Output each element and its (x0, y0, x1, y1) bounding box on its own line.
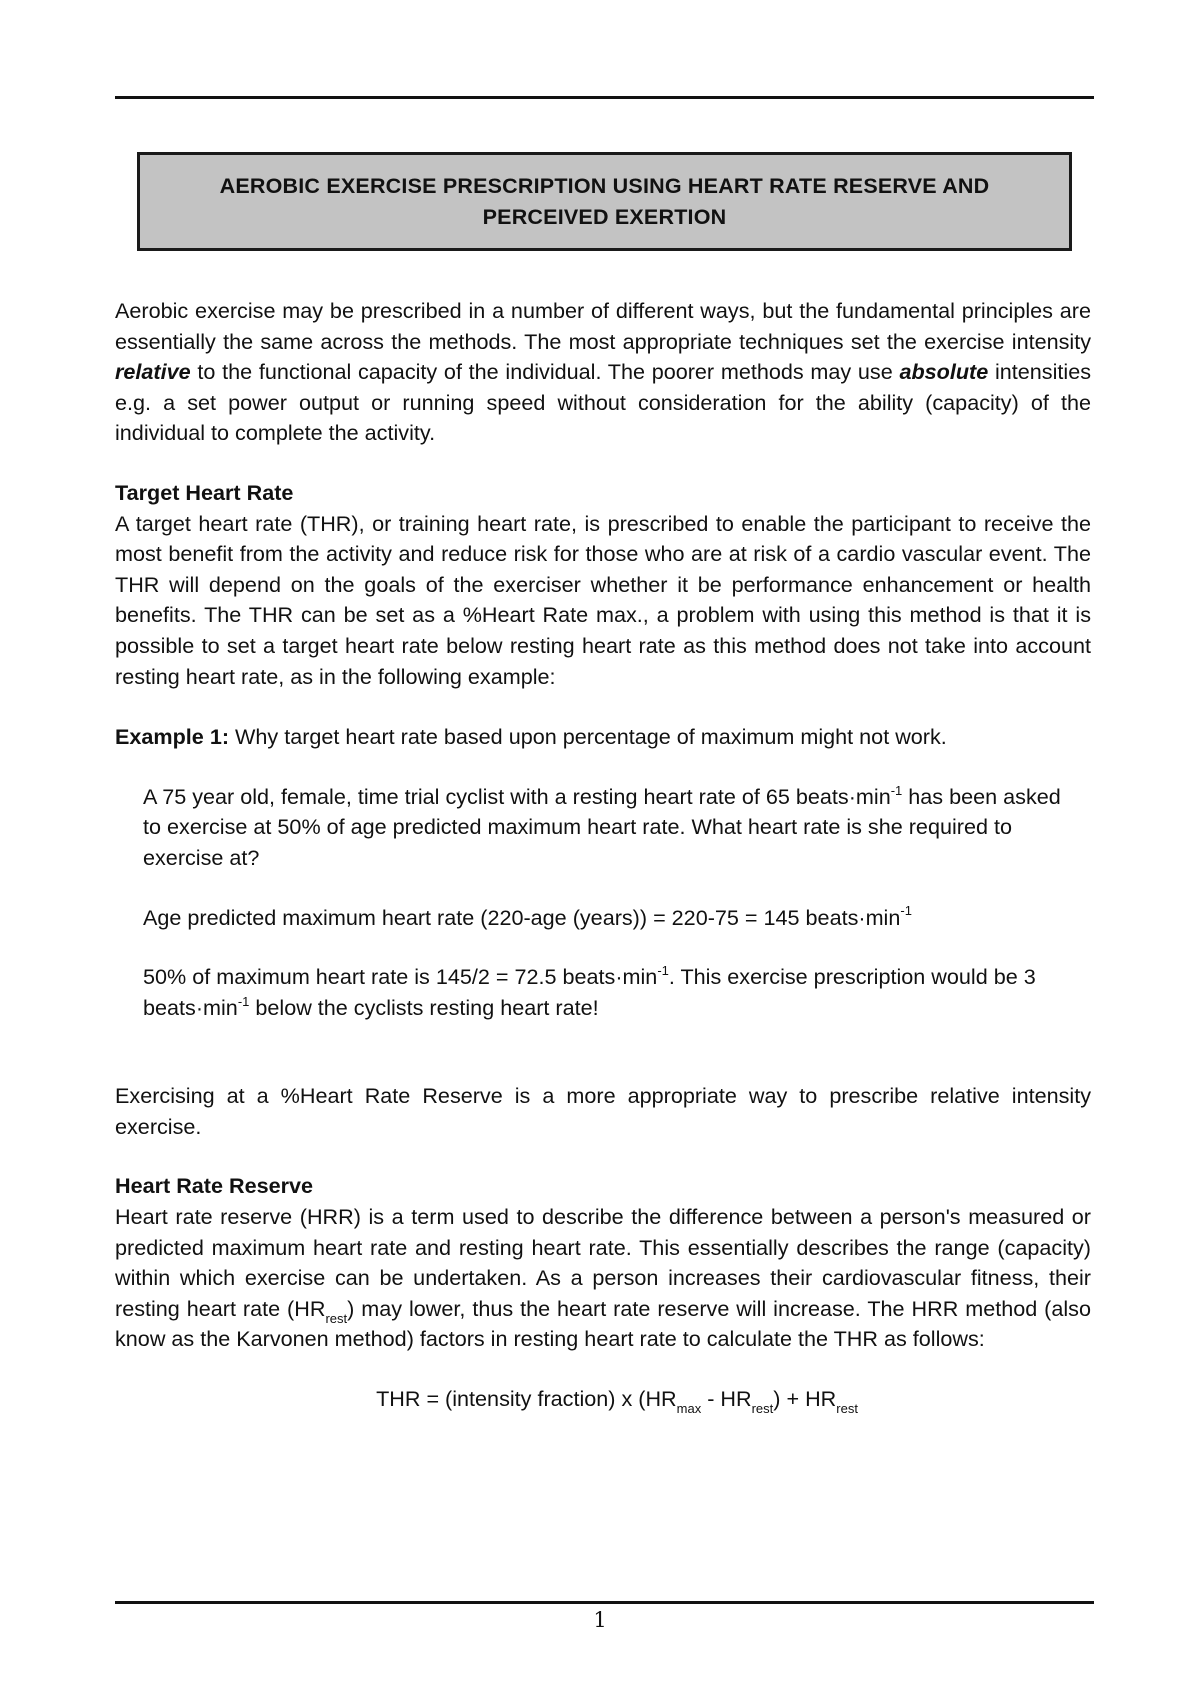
scenario-superscript: -1 (890, 782, 903, 798)
hrr-text-2: ) may lower, thus the heart rate reserve will increase. The HRR method (also know as the Karvonen method) factors in resting heart rate to calculate the THR as follows: (115, 1295, 1091, 1352)
example-1-intro (115, 722, 1091, 753)
thr-heading: Target Heart Rate (115, 479, 294, 505)
title-line-2: PERCEIVED EXERTION (482, 204, 727, 229)
thr-formula (115, 1384, 1091, 1415)
formula-sub-rest-2: rest (836, 1401, 858, 1417)
hrr-intro-paragraph: Exercising at a %Heart Rate Reserve is a more appropriate way to prescribe relative intensity exercise. (115, 1083, 1091, 1139)
header-rule (115, 96, 1094, 99)
example-1-block (115, 782, 1063, 1024)
calc-2-superscript-2: -1 (237, 993, 250, 1009)
footer-rule (115, 1601, 1094, 1604)
intro-text-1: Aerobic exercise may be prescribed in a number of different ways, but the fundamental principles are essentially the same across the methods. The most appropriate techniques set the exercise intensity (115, 298, 1091, 354)
calc-2-text-3: below the cyclists resting heart rate! (249, 994, 599, 1020)
hrr-subscript: rest (325, 1311, 348, 1327)
example-scenario (143, 782, 1063, 874)
title-line-1: AEROBIC EXERCISE PRESCRIPTION USING HEART RATE RESERVE AND (219, 173, 990, 198)
formula-text-3: ) + HR (773, 1386, 837, 1412)
formula-text-2: - HR (701, 1386, 752, 1412)
hrr-text-1: Heart rate reserve (HRR) is a term used to describe the difference between a person's measured or predicted maximum heart rate and resting heart rate. This essentially describes the range (capacity) within which exercise can be undertaken. As a person increases their cardiovascular fitness, their resting heart rate (HR (115, 1204, 1091, 1321)
emphasis-relative: relative (115, 359, 191, 385)
title-box (137, 152, 1072, 251)
emphasis-absolute: absolute (899, 359, 989, 385)
page-number: 1 (593, 1608, 607, 1632)
hrr-heading: Heart Rate Reserve (115, 1173, 314, 1199)
calc-2-text-1: 50% of maximum heart rate is 145/2 = 72.5 beats·min (143, 964, 658, 990)
document-body (115, 296, 1091, 1415)
intro-paragraph (115, 296, 1091, 449)
calc-2-superscript-1: -1 (657, 962, 669, 978)
calc-1-text: Age predicted maximum heart rate (220-age (years)) = 220-75 = 145 beats·min (143, 904, 901, 930)
example-1-text: Why target heart rate based upon percentage of maximum might not work. (229, 724, 947, 750)
intro-text-3: intensities e.g. a set power output or running speed without consideration for the ability (capacity) of the individual to complete the activity. (115, 359, 1091, 446)
calc-2-text-2: . This exercise prescription would be 3 beats·min (143, 964, 1036, 1020)
intro-text-2: to the functional capacity of the individual. The poorer methods may use (190, 359, 900, 385)
example-1-label: Example 1: (115, 724, 230, 750)
scenario-text-1: A 75 year old, female, time trial cyclist with a resting heart rate of 65 beats·min (143, 783, 891, 809)
formula-sub-max: max (676, 1401, 702, 1417)
scenario-text-2: has been asked to exercise at 50% of age predicted maximum heart rate. What heart rate is she required to exercise at? (143, 783, 1061, 870)
example-calc-1 (143, 903, 1063, 934)
formula-sub-rest-1: rest (751, 1401, 774, 1417)
thr-paragraph: A target heart rate (THR), or training heart rate, is prescribed to enable the participant to receive the most benefit from the activity and reduce risk for those who are at risk of a cardio vascular event. The THR will depend on the goals of the exerciser whether it be performance enhancement or health benefits. The THR can be set as a %Heart Rate max., a problem with using this method is that it is possible to set a target heart rate below resting heart rate as this method does not take into account resting heart rate, as in the following example: (115, 510, 1091, 689)
hrr-paragraph (115, 1202, 1091, 1355)
example-calc-2 (143, 962, 1063, 1023)
calc-1-superscript: -1 (900, 903, 912, 919)
formula-text-1: THR = (intensity fraction) x (HR (376, 1386, 677, 1412)
